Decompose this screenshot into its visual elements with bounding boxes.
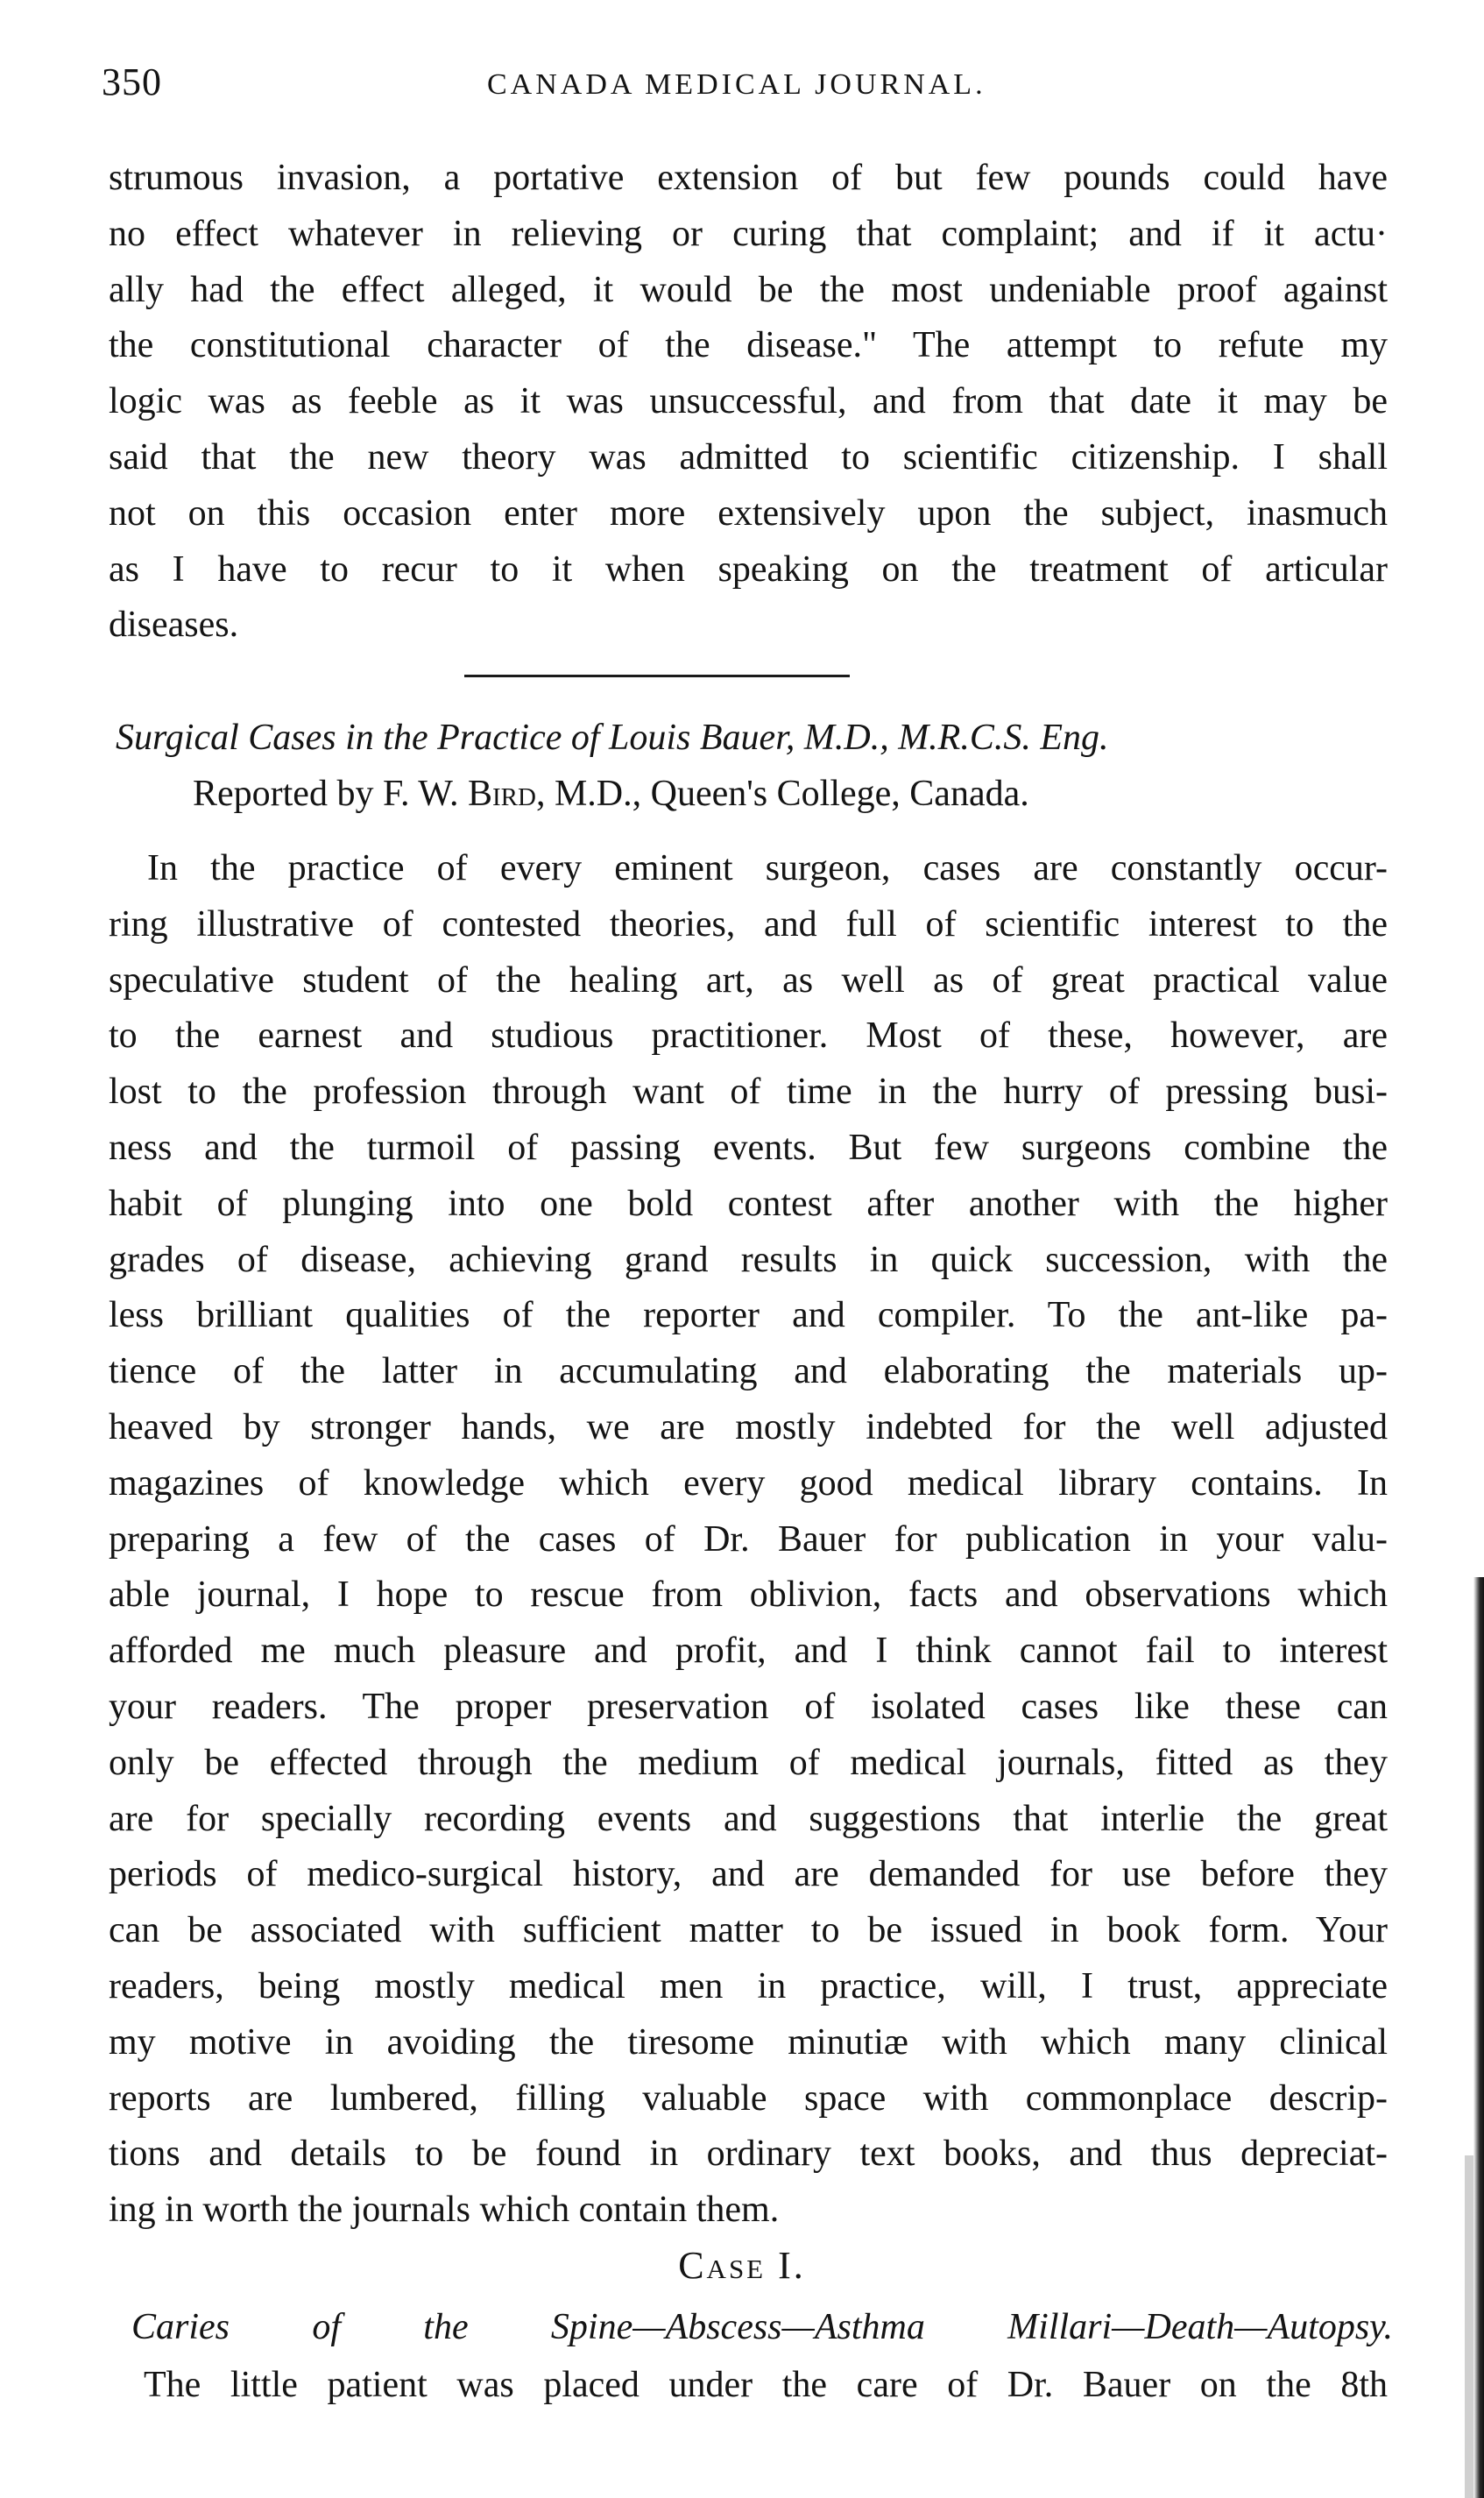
article-title-line: Surgical Cases in the Practice of Louis Bauer, M.D., M.R.C.S. Eng. — [116, 718, 1109, 758]
text-line: no effect whatever in relieving or curing that complaint; and if it actu· — [109, 213, 1388, 254]
text-line: heaved by stronger hands, we are mostly indebted for the well adjusted — [109, 1406, 1388, 1447]
continued-paragraph — [109, 151, 1388, 654]
byline-suffix: , M.D., Queen's College, Canada. — [535, 774, 1029, 814]
text-line: afforded me much pleasure and profit, and I think cannot fail to interest — [109, 1631, 1388, 1672]
running-title: CANADA MEDICAL JOURNAL. — [487, 68, 986, 101]
text-line: can be associated with sufficient matter to be issued in book form. Your — [109, 1910, 1388, 1951]
text-line: habit of plunging into one bold contest after another with the higher — [109, 1183, 1388, 1224]
case-subtitle: Caries of the Spine—Abscess—Asthma Millari—Death—Autopsy. — [131, 2307, 1393, 2347]
text-line: grades of disease, achieving grand results in quick succession, with the — [109, 1239, 1388, 1280]
text-line: able journal, I hope to rescue from oblivion, facts and observations which — [109, 1575, 1388, 1616]
text-line: strumous invasion, a portative extension of but few pounds could have — [109, 158, 1388, 198]
case-heading — [0, 2243, 1484, 2288]
text-line: only be effected through the medium of medical journals, fitted as they — [109, 1742, 1388, 1783]
text-line: magazines of knowledge which every good medical library contains. In — [109, 1462, 1388, 1504]
scan-edge-shadow — [1473, 1577, 1484, 2498]
text-line: ness and the turmoil of passing events. But few surgeons combine the — [109, 1127, 1388, 1168]
text-line: tience of the latter in accumulating and elaborating the materials up- — [109, 1351, 1388, 1392]
case-first-line: The little patient was placed under the care of Dr. Bauer on the 8th — [144, 2365, 1388, 2405]
text-line: ring illustrative of contested theories, and full of scientific interest to the — [109, 903, 1388, 945]
text-line: logic was as feeble as it was unsuccessful, and from that date it may be — [109, 381, 1388, 422]
text-line: In the practice of every eminent surgeon, cases are constantly occur- — [147, 848, 1388, 888]
text-line: your readers. The proper preservation of isolated cases like these can — [109, 1686, 1388, 1727]
text-line: my motive in avoiding the tiresome minutiæ with which many clinical — [109, 2021, 1388, 2063]
text-line: lost to the profession through want of time in the hurry of pressing busi- — [109, 1072, 1388, 1113]
text-line: less brilliant qualities of the reporter and compiler. To the ant-like pa- — [109, 1295, 1388, 1336]
author-name: Bird — [467, 774, 536, 814]
text-line: said that the new theory was admitted to scientific citizenship. I shall — [109, 436, 1388, 478]
text-line: preparing a few of the cases of Dr. Bauer for publication in your valu- — [109, 1518, 1388, 1560]
byline-prefix: Reported by F. W. — [193, 774, 468, 814]
text-line: as I have to recur to it when speaking on the treatment of articular — [109, 548, 1388, 590]
text-line: ally had the effect alleged, it would be the most undeniable proof against — [109, 269, 1388, 310]
text-line: reports are lumbered, filling valuable space with commonplace descrip- — [109, 2077, 1388, 2119]
text-line: not on this occasion enter more extensively upon the subject, inasmuch — [109, 492, 1388, 534]
text-line: periods of medico-surgical history, and are demanded for use before they — [109, 1854, 1388, 1895]
text-line: ing in worth the journals which contain them. — [109, 2190, 780, 2231]
text-line: readers, being mostly medical men in practice, will, I trust, appreciate — [109, 1965, 1388, 2006]
text-line: to the earnest and studious practitioner. Most of these, however, are — [109, 1015, 1388, 1057]
page-number: 350 — [102, 60, 162, 103]
article-byline — [109, 766, 1388, 822]
body-paragraph — [109, 841, 1388, 2239]
page-header — [102, 60, 1398, 112]
text-line: speculative student of the healing art, as well as of great practical value — [109, 959, 1388, 1001]
case-heading-text: Case I. — [678, 2244, 806, 2287]
scan-edge-shadow-inner — [1465, 2155, 1473, 2498]
text-line: are for specially recording events and suggestions that interlie the great — [109, 1798, 1388, 1839]
section-divider — [464, 675, 850, 677]
text-line: tions and details to be found in ordinary text books, and thus depreciat- — [109, 2134, 1388, 2175]
text-line: diseases. — [109, 605, 239, 646]
article-title — [109, 710, 1388, 822]
text-line: the constitutional character of the disease." The attempt to refute my — [109, 325, 1388, 366]
